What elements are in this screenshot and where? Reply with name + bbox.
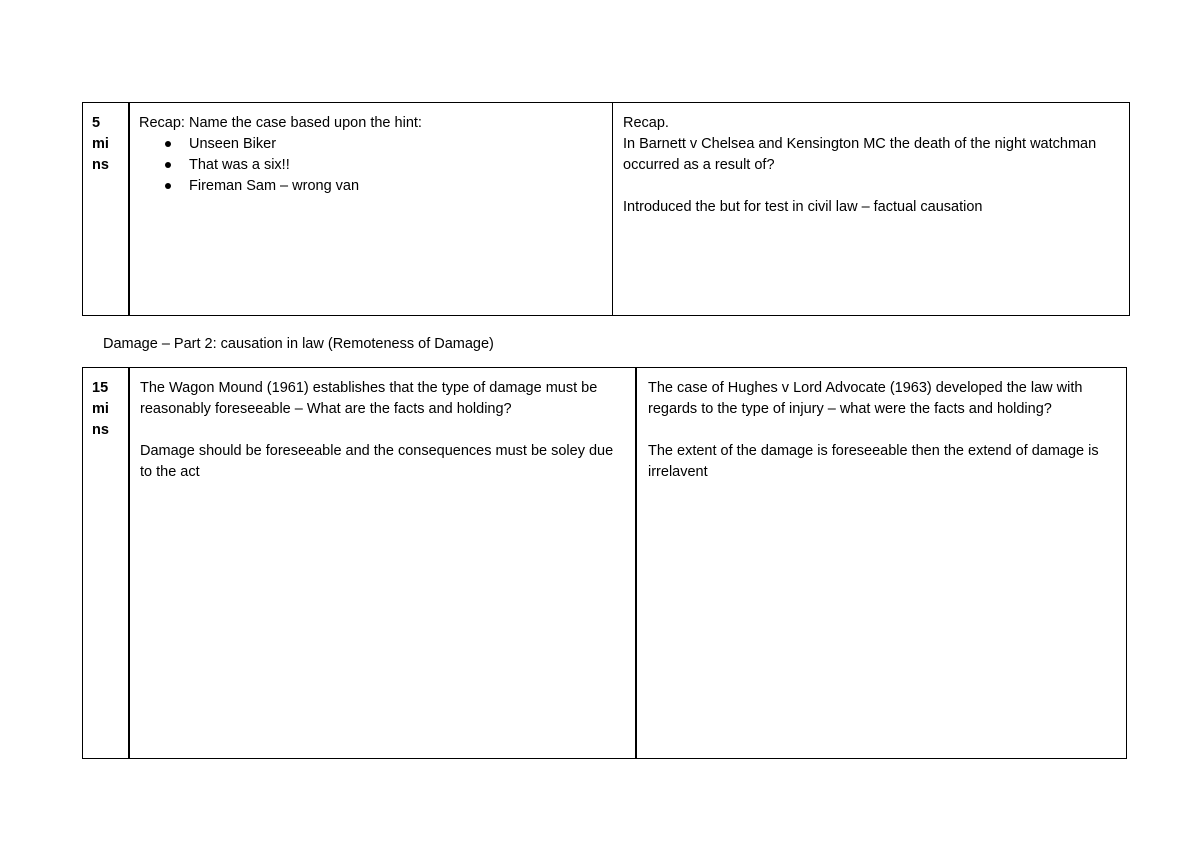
list-item: Unseen Biker: [189, 134, 605, 155]
time-unit-part: ns: [92, 157, 109, 173]
wagon-mound-question: The Wagon Mound (1961) establishes that the type of damage must be reasonably foreseeable – What are the facts and holding?: [140, 380, 598, 417]
time-value: 5: [92, 115, 101, 131]
recap-barnett-cell: [613, 103, 1129, 218]
wagon-mound-answer: Damage should be foreseeable and the consequences must be soley due to the act: [140, 443, 614, 480]
hint-list: [139, 134, 605, 197]
recap-table: [82, 102, 1130, 316]
list-item: Fireman Sam – wrong van: [189, 176, 605, 197]
remoteness-table: [82, 367, 1127, 759]
hughes-question: The case of Hughes v Lord Advocate (1963) developed the law with regards to the type of injury – what were the facts and holding?: [648, 380, 1083, 417]
wagon-mound-cell: [130, 368, 635, 483]
time-cell: [83, 368, 117, 441]
recap-heading: Recap.: [623, 115, 669, 131]
recap-answer: Introduced the but for test in civil law – factual causation: [623, 199, 983, 215]
recap-hints-intro: Recap: Name the case based upon the hint:: [139, 115, 422, 131]
hughes-cell: [637, 368, 1127, 483]
time-unit-part: mi: [92, 401, 109, 417]
section-heading: Damage – Part 2: causation in law (Remoteness of Damage): [103, 336, 494, 352]
time-unit-part: ns: [92, 422, 109, 438]
hughes-answer: The extent of the damage is foreseeable then the extend of damage is irrelavent: [648, 443, 1099, 480]
recap-hints-cell: [130, 103, 613, 197]
table-border-right: [1126, 367, 1127, 758]
time-cell: [83, 103, 117, 176]
time-value: 15: [92, 380, 109, 396]
list-item: That was a six!!: [189, 155, 605, 176]
recap-question: In Barnett v Chelsea and Kensington MC the death of the night watchman occurred as a result of?: [623, 136, 1097, 173]
time-unit-part: mi: [92, 136, 109, 152]
